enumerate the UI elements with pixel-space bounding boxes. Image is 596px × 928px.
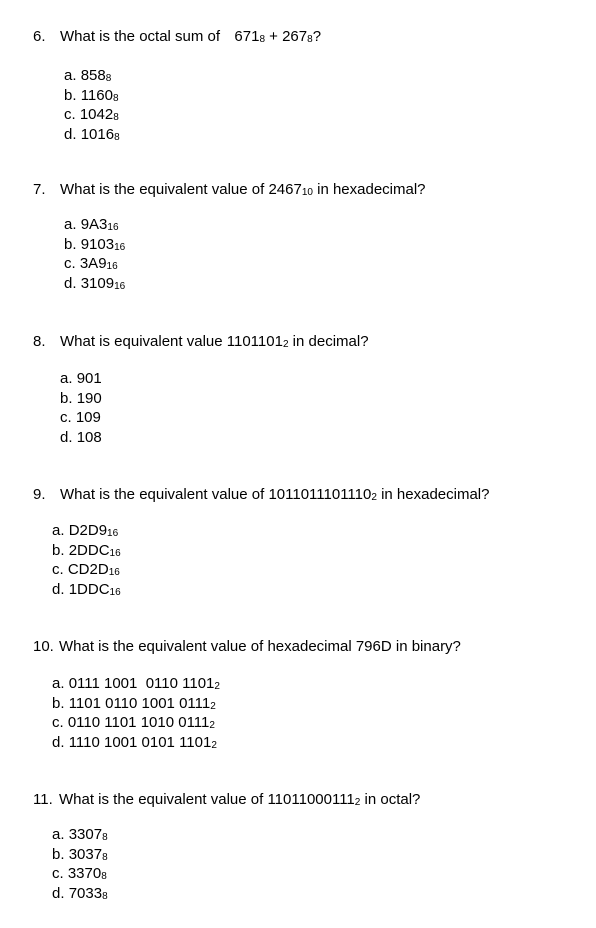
base-subscript: 8	[102, 890, 108, 902]
answer-options	[52, 674, 220, 752]
answer-option	[64, 274, 125, 294]
base-subscript: 16	[109, 586, 121, 598]
base-subscript: 8	[112, 92, 119, 104]
question-number: 9.	[33, 486, 46, 503]
answer-options	[52, 825, 108, 903]
option-letter: c.	[52, 865, 64, 882]
stem-text: What is the equivalent value of 11011000111	[59, 791, 355, 808]
option-value: 9A3	[80, 216, 108, 233]
option-value: 0111 1001 0110 1101	[68, 675, 215, 692]
answer-option	[52, 884, 108, 904]
option-letter: b.	[52, 694, 65, 712]
stem-text: ?	[312, 28, 322, 45]
answer-option	[52, 521, 121, 541]
answer-option	[64, 86, 120, 106]
stem-text: in hexadecimal?	[312, 181, 426, 198]
question-stem	[33, 181, 426, 199]
option-letter: a.	[60, 370, 73, 387]
stem-text: What is equivalent value 1101101	[60, 333, 283, 350]
answer-option	[52, 580, 121, 600]
base-subscript: 16	[114, 241, 126, 253]
base-subscript: 2	[354, 797, 361, 808]
question-text	[60, 486, 489, 503]
answer-option	[52, 560, 121, 580]
base-subscript: 2	[210, 700, 216, 712]
option-letter: b.	[64, 86, 77, 104]
answer-option	[52, 541, 121, 561]
question-stem	[33, 28, 321, 46]
answer-option	[64, 105, 120, 125]
answer-option	[64, 66, 120, 86]
base-subscript: 8	[259, 34, 265, 45]
option-letter: a.	[52, 522, 65, 539]
question-stem	[33, 333, 369, 351]
answer-option	[52, 864, 108, 884]
answer-option	[52, 733, 220, 753]
base-subscript: 16	[107, 222, 119, 233]
base-subscript: 16	[107, 528, 119, 539]
question-number: 10.	[33, 638, 54, 655]
option-value: 3307	[68, 826, 103, 843]
answer-option	[60, 389, 102, 409]
option-value: 3370	[67, 865, 102, 882]
answer-option	[60, 369, 102, 389]
base-subscript: 16	[114, 280, 126, 292]
option-value: 1160	[80, 86, 113, 104]
base-subscript: 2	[214, 681, 220, 692]
answer-option	[52, 713, 220, 733]
option-value: 7033	[68, 884, 103, 902]
answer-option	[64, 235, 125, 255]
stem-text: in octal?	[360, 791, 421, 808]
question-text	[59, 791, 420, 808]
option-letter: b.	[52, 541, 65, 559]
answer-option	[52, 694, 220, 714]
answer-option	[52, 845, 108, 865]
option-letter: c.	[52, 561, 64, 578]
stem-text: What is the octal sum of	[60, 28, 225, 45]
option-letter: b.	[60, 389, 73, 407]
option-value: 1110 1001 0101 1101	[68, 733, 212, 751]
option-value: 858	[80, 67, 106, 84]
base-subscript: 8	[105, 73, 112, 84]
base-subscript: 8	[102, 851, 108, 863]
answer-option	[60, 428, 102, 448]
option-value: CD2D	[67, 561, 109, 578]
answer-option	[60, 408, 102, 428]
question-number: 6.	[33, 28, 46, 45]
option-letter: c.	[60, 409, 72, 426]
question-text	[60, 181, 426, 198]
option-value: 9103	[80, 235, 115, 253]
base-subscript: 8	[114, 131, 120, 143]
answer-options	[64, 66, 120, 144]
question-stem	[33, 638, 461, 656]
option-letter: a.	[52, 675, 65, 692]
option-value: 190	[76, 389, 102, 407]
option-letter: d.	[64, 125, 77, 143]
option-value: 1DDC	[68, 580, 110, 598]
option-value: 108	[76, 428, 102, 446]
base-subscript: 8	[102, 832, 108, 843]
stem-text: + 267	[265, 28, 308, 45]
base-subscript: 2	[371, 492, 377, 503]
base-subscript: 2	[211, 739, 217, 751]
option-letter: c.	[64, 106, 76, 123]
option-value: 3A9	[79, 255, 107, 272]
question-number: 7.	[33, 181, 46, 198]
option-letter: a.	[52, 826, 65, 843]
answer-option	[52, 674, 220, 694]
answer-option	[64, 215, 125, 235]
question-stem	[33, 791, 420, 809]
option-value: 109	[75, 409, 101, 426]
base-subscript: 10	[301, 187, 313, 198]
option-letter: c.	[64, 255, 76, 272]
question-text	[60, 28, 321, 45]
option-value: D2D9	[68, 522, 108, 539]
option-letter: d.	[52, 733, 65, 751]
option-letter: a.	[64, 67, 77, 84]
answer-option	[64, 125, 120, 145]
question-text	[59, 638, 461, 655]
base-subscript: 16	[108, 567, 120, 578]
answer-options	[60, 369, 102, 447]
option-value: 901	[76, 370, 102, 387]
stem-text: What is the equivalent value of 1011011101110	[60, 486, 372, 503]
option-letter: d.	[52, 580, 65, 598]
base-subscript: 2	[209, 720, 215, 731]
base-subscript: 16	[106, 261, 118, 272]
option-value: 3109	[80, 274, 115, 292]
option-letter: d.	[64, 274, 77, 292]
base-subscript: 8	[113, 112, 119, 123]
stem-text: in decimal?	[288, 333, 369, 350]
answer-options	[64, 215, 125, 293]
option-value: 3037	[68, 845, 103, 863]
question-text	[60, 333, 369, 350]
option-letter: d.	[52, 884, 65, 902]
base-subscript: 8	[307, 34, 313, 45]
answer-option	[52, 825, 108, 845]
stem-text: 671	[230, 28, 260, 45]
option-letter: b.	[64, 235, 77, 253]
stem-text: in hexadecimal?	[376, 486, 490, 503]
answer-option	[64, 254, 125, 274]
option-value: 2DDC	[68, 541, 110, 559]
base-subscript: 8	[101, 871, 107, 882]
option-letter: c.	[52, 714, 64, 731]
answer-options	[52, 521, 121, 599]
base-subscript: 2	[282, 339, 289, 350]
option-value: 1016	[80, 125, 115, 143]
base-subscript: 16	[109, 547, 121, 559]
option-value: 1101 0110 1001 0111	[68, 694, 211, 712]
option-letter: b.	[52, 845, 65, 863]
stem-text: What is the equivalent value of 2467	[60, 181, 302, 198]
question-stem	[33, 486, 489, 504]
option-letter: d.	[60, 428, 73, 446]
stem-text: What is the equivalent value of hexadecimal 796D in binary?	[59, 638, 461, 655]
question-number: 8.	[33, 333, 46, 350]
question-number: 11.	[33, 791, 53, 808]
option-value: 1042	[79, 106, 114, 123]
option-value: 0110 1101 1010 0111	[67, 714, 210, 731]
option-letter: a.	[64, 216, 77, 233]
